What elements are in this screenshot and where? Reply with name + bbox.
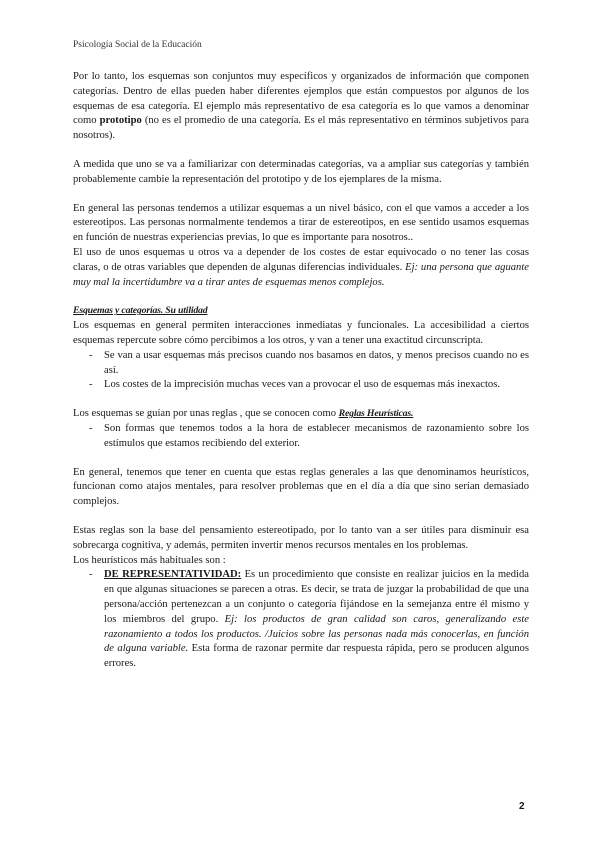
list-item-text: Es un procedimiento que consiste en realizar juicios en la medida en que algunas situaciones se parecen a otras. Es decir, se trata de juzgar la probabilidad de que una persona/acción pertenezcan a un conjunto o categoría fijándose en la semejanza entre él mismo y los miembros del grupo.: [104, 569, 529, 625]
paragraph-utility: Los esquemas en general permiten interacciones inmediatas y funcionales. La accesibilidad a ciertos esquemas repercute sobre cómo percibimos a los otros, y van a tener una exactitud circunscripta.: [73, 320, 529, 346]
term-reglas-heuristicas: Reglas Heurísticas.: [338, 408, 414, 420]
paragraph-text: Por lo tanto, los esquemas son conjuntos muy específicos y organizados de información que componen categorías. Dentro de ellas pueden haber diferentes ejemplos que están compuestos por algunos de los esquemas de esa categoría. El ejemplo más representativo de esa categoría es lo que vamos a denominar como: [73, 71, 529, 127]
section-heading: [73, 304, 529, 319]
heading-text: Esquemas y categorías. Su utilidad: [73, 305, 208, 317]
example-text: Ej: los productos de gran calidad son caros, generalizando este razonamiento a todos los productos. /Juicios sobre las personas nada más conocerlas, en función de alguna variable.: [104, 613, 529, 655]
paragraph-prototype: [73, 70, 529, 144]
bullet-list-rules: [73, 422, 529, 452]
term-representatividad: DE REPRESENTATIVIDAD:: [104, 569, 242, 581]
list-item-text: Esta forma de razonar permite dar respuesta rápida, pero se producen algunos errores.: [104, 643, 529, 670]
bullet-list-heuristics: [73, 568, 529, 672]
list-item-text: Se van a usar esquemas más precisos cuando nos basamos en datos, y menos precisos cuando no es así.: [104, 349, 529, 376]
paragraph-text: (no es el promedio de una categoría. Es el más representativo en términos subjetivos para nosotros).: [73, 115, 529, 142]
list-item-text: Los costes de la imprecisión muchas veces van a provocar el uso de esquemas más inexactos.: [104, 379, 500, 391]
term-prototipo: prototipo: [99, 115, 142, 127]
paragraph-basic-level: En general las personas tendemos a utilizar esquemas a un nivel básico, con el que vamos a acceder a los estereotipos. Las personas normalmente tendemos a tirar de estereotipos, en ese sentido usamos esquemas en función de nuestras experiencias previas, lo que es importante para nosotros..: [73, 202, 529, 244]
page-number: 2: [519, 801, 525, 812]
dash-marker: -: [89, 379, 93, 391]
page-content: [73, 70, 529, 672]
paragraph-stereotype: Estas reglas son la base del pensamiento estereotipado, por lo tanto van a ser útiles para disminuir esa sobrecarga cognitiva, y además, permiten invertir menos recursos mentales en los problemas.: [73, 524, 529, 551]
dash-marker: -: [89, 422, 93, 434]
list-item: [89, 568, 529, 672]
paragraph-heuristics: En general, tenemos que tener en cuenta que estas reglas generales a las que denominamos heurísticos, funcionan como atajos mentales, para resolver problemas que en el día a día que sino serían demasiado complejos.: [73, 466, 529, 508]
bullet-list-precision: [73, 349, 529, 393]
paragraph-text: El uso de unos esquemas u otros va a depender de los costes de estar equivocado o no tener las cosas claras, o de otras variables que dependen de algunas diferencias individuales.: [73, 246, 529, 273]
paragraph-text: Los esquemas se guían por unas reglas , que se conocen como: [73, 408, 339, 420]
paragraph-rules: [73, 407, 529, 422]
paragraph-common-heuristics: Los heurísticos más habituales son :: [73, 554, 226, 566]
paragraph-usage: [73, 246, 529, 290]
dash-marker: -: [89, 569, 93, 581]
running-header: Psicología Social de la Educación: [73, 40, 202, 50]
example-text: Ej: una persona que aguante muy mal la incertidumbre va a tirar antes de esquemas menos complejos.: [73, 261, 529, 288]
list-item-text: Son formas que tenemos todos a la hora de establecer mecanismos de razonamiento sobre los estímulos que estamos recibiendo del exterior.: [104, 422, 529, 449]
list-item: [89, 349, 529, 379]
dash-marker: -: [89, 349, 93, 361]
list-item: [89, 422, 529, 452]
paragraph-familiarize: A medida que uno se va a familiarizar con determinadas categorías, va a ampliar sus categorías y también probablemente cambie la representación del prototipo y de los ejemplares de la misma.: [73, 158, 529, 185]
list-item: [89, 378, 529, 393]
